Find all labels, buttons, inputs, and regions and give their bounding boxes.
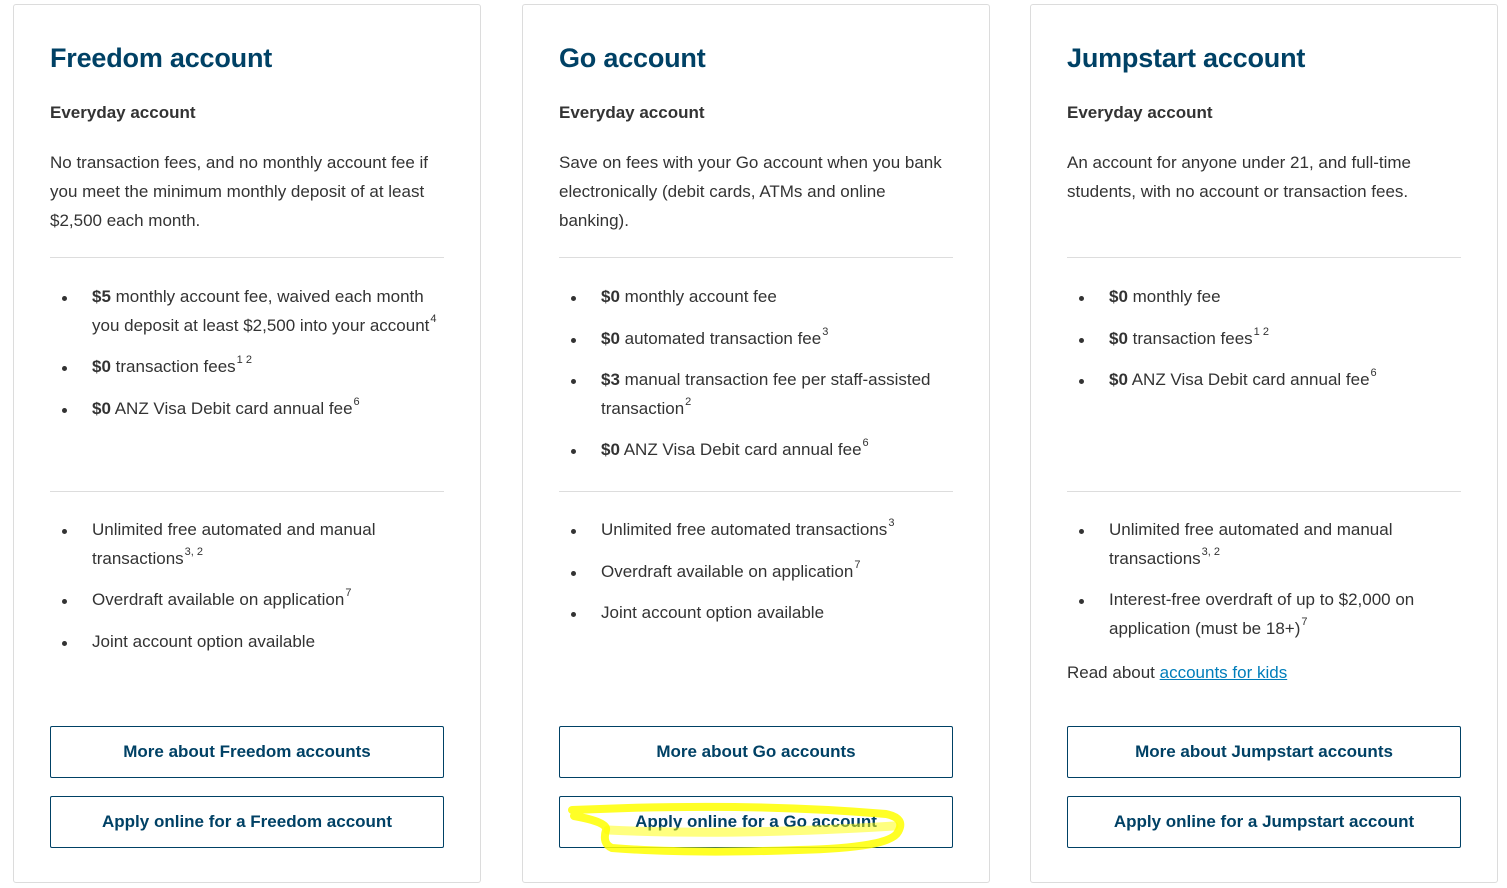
list-item: $0 ANZ Visa Debit card annual fee$^6$	[559, 436, 953, 465]
list-item: Overdraft available on application$^7$	[559, 558, 953, 587]
divider	[1067, 491, 1461, 492]
jumpstart-account-card	[1030, 4, 1498, 883]
apply-freedom-button[interactable]: Apply online for a Freedom account	[50, 796, 444, 848]
list-item: $3 manual transaction fee per staff-assisted transaction$^2$	[559, 366, 953, 423]
card-description: No transaction fees, and no monthly account fee if you meet the minimum monthly deposit of at least $2,500 each month.	[50, 153, 429, 230]
divider	[50, 491, 444, 492]
list-item: Unlimited free automated and manual transactions$^{3, 2}$	[50, 516, 444, 573]
card-title: Freedom account	[50, 43, 273, 73]
list-item: Unlimited free automated and manual transactions$^{3, 2}$	[1067, 516, 1461, 573]
freedom-account-card	[13, 4, 481, 883]
card-title: Go account	[559, 43, 706, 73]
divider	[1067, 257, 1461, 258]
list-item: $5 monthly account fee, waived each month you deposit at least $2,500 into your account$^4$	[50, 283, 444, 340]
feature-list	[50, 516, 444, 669]
kids-accounts-note: Read about accounts for kids	[1067, 663, 1288, 682]
go-account-card	[522, 4, 990, 883]
feature-list	[559, 516, 953, 641]
list-item: $0 transaction fees$^{1 2}$	[50, 353, 444, 382]
fee-list	[50, 283, 444, 436]
list-item: Joint account option available	[559, 599, 953, 628]
list-item: Overdraft available on application$^7$	[50, 586, 444, 615]
divider	[50, 257, 444, 258]
list-item: $0 ANZ Visa Debit card annual fee$^6$	[50, 395, 444, 424]
card-subtitle: Everyday account	[559, 103, 705, 122]
more-about-freedom-button[interactable]: More about Freedom accounts	[50, 726, 444, 778]
more-about-go-button[interactable]: More about Go accounts	[559, 726, 953, 778]
list-item: $0 monthly account fee	[559, 283, 953, 312]
more-about-jumpstart-button[interactable]: More about Jumpstart accounts	[1067, 726, 1461, 778]
card-description: Save on fees with your Go account when you bank electronically (debit cards, ATMs and online banking).	[559, 153, 942, 230]
list-item: $0 transaction fees$^{1 2}$	[1067, 325, 1461, 354]
list-item: Joint account option available	[50, 628, 444, 657]
fee-list	[1067, 283, 1461, 408]
card-subtitle: Everyday account	[50, 103, 196, 122]
list-item: Unlimited free automated transactions$^3$	[559, 516, 953, 545]
apply-go-button[interactable]: Apply online for a Go account	[559, 796, 953, 848]
card-description: An account for anyone under 21, and full-time students, with no account or transaction fees.	[1067, 153, 1411, 201]
feature-list	[1067, 516, 1461, 656]
list-item: $0 automated transaction fee$^3$	[559, 325, 953, 354]
list-item: Interest-free overdraft of up to $2,000 on application (must be 18+)$^7$	[1067, 586, 1461, 643]
fee-list	[559, 283, 953, 478]
list-item: $0 monthly fee	[1067, 283, 1461, 312]
card-subtitle: Everyday account	[1067, 103, 1213, 122]
list-item: $0 ANZ Visa Debit card annual fee$^6$	[1067, 366, 1461, 395]
accounts-for-kids-link[interactable]: accounts for kids	[1159, 663, 1288, 682]
divider	[559, 491, 953, 492]
card-title: Jumpstart account	[1067, 43, 1306, 73]
divider	[559, 257, 953, 258]
apply-jumpstart-button[interactable]: Apply online for a Jumpstart account	[1067, 796, 1461, 848]
